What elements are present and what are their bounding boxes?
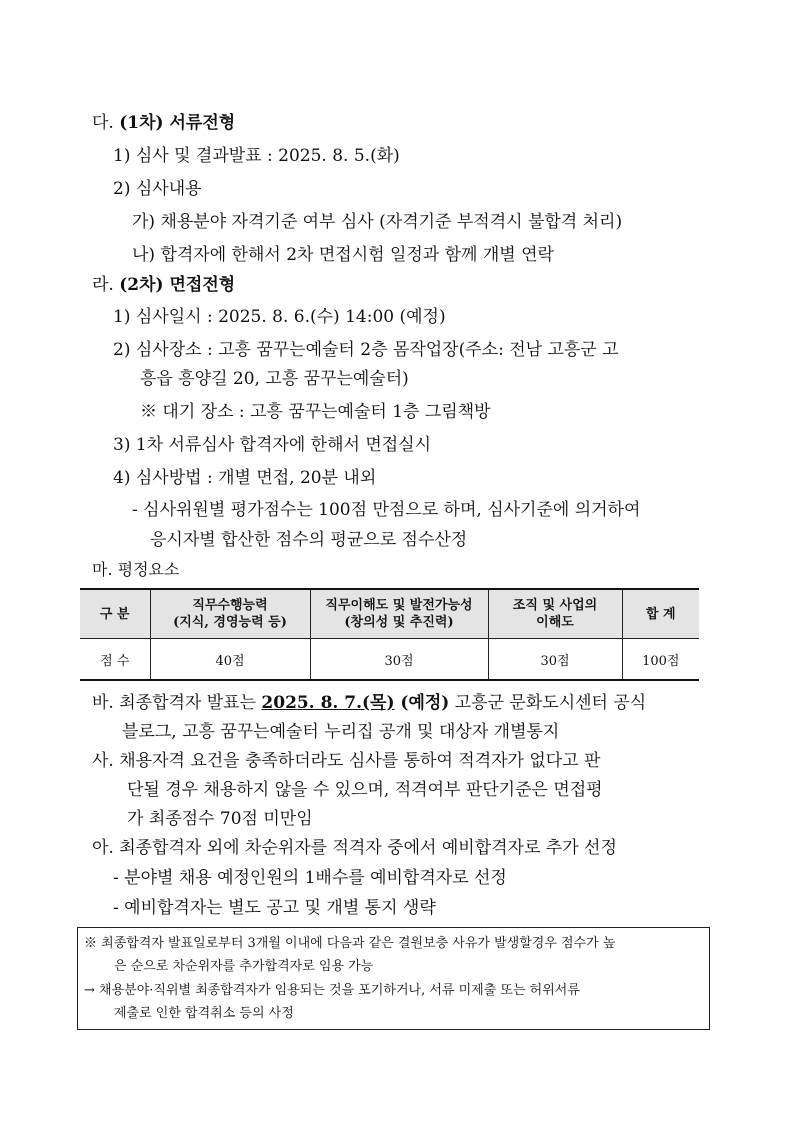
score-job-understanding: 30점 bbox=[310, 639, 488, 681]
notice-line-3: → 채용분야·직위별 최종합격자가 임용되는 것을 포기하거나, 서류 미제출 또는 허위서류 bbox=[84, 983, 580, 998]
section-da-heading bbox=[92, 111, 235, 135]
header-job-understanding-line-2: (창의성 및 추진력) bbox=[344, 615, 454, 630]
section-da-title: (1차) 서류전형 bbox=[119, 113, 236, 133]
section-a-dash-2: - 예비합격자는 별도 공고 및 개별 통지 생략 bbox=[113, 898, 436, 918]
ra-item-2-line-1: 2) 심사장소 : 고흥 꿈꾸는예술터 2층 몸작업장(주소: 전남 고흥군 고 bbox=[113, 340, 619, 360]
section-da-prefix: 다. bbox=[92, 113, 120, 133]
da-item-1: 1) 심사 및 결과발표 : 2025. 8. 5.(화) bbox=[113, 146, 400, 166]
da-item-2: 2) 심사내용 bbox=[113, 179, 202, 199]
section-ra-heading bbox=[92, 273, 235, 297]
header-org-understanding bbox=[488, 589, 622, 639]
section-ba-date: 2025. 8. 7.(목) bbox=[261, 693, 395, 713]
ra-item-4-dash-line-1: - 심사위원별 평가점수는 100점 만점으로 하며, 심사기준에 의거하여 bbox=[132, 500, 641, 520]
section-ba-post: 고흥군 문화도시센터 공식 bbox=[449, 693, 647, 713]
score-table bbox=[80, 588, 699, 681]
header-job-understanding bbox=[310, 589, 488, 639]
header-job-understanding-line-1: 직무이해도 및 발전가능성 bbox=[325, 598, 473, 613]
header-gubun: 구 분 bbox=[80, 589, 150, 639]
section-sa-line-3: 가 최종점수 70점 미만임 bbox=[127, 809, 313, 829]
ra-item-2-line-2: 흥읍 흥양길 20, 고흥 꿈꾸는예술터) bbox=[140, 369, 409, 389]
da-sub-ga: 가) 채용분야 자격기준 여부 심사 (자격기준 부적격시 불합격 처리) bbox=[132, 212, 623, 232]
section-ba-scheduled: (예정) bbox=[394, 693, 450, 713]
ra-item-3: 3) 1차 서류심사 합격자에 한해서 면접실시 bbox=[113, 435, 432, 455]
notice-line-2: 은 순으로 차순위자를 추가합격자로 임용 가능 bbox=[114, 959, 374, 974]
section-ra-prefix: 라. bbox=[92, 275, 120, 295]
section-sa-line-1: 사. 채용자격 요건을 충족하더라도 심사를 통하여 적격자가 없다고 판 bbox=[92, 751, 601, 771]
section-a-dash-1: - 분야별 채용 예정인원의 1배수를 예비합격자로 선정 bbox=[113, 868, 507, 888]
ra-item-4: 4) 심사방법 : 개별 면접, 20분 내외 bbox=[113, 468, 377, 488]
notice-line-4: 제출로 인한 합격취소 등의 사정 bbox=[114, 1006, 294, 1021]
header-job-performance-line-1: 직무수행능력 bbox=[192, 598, 268, 613]
section-ba-line-2: 블로그, 고흥 꿈꾸는예술터 누리집 공개 및 대상자 개별통지 bbox=[122, 722, 560, 742]
score-org-understanding: 30점 bbox=[488, 639, 622, 681]
section-ba-line-1 bbox=[92, 691, 646, 715]
header-total: 합 계 bbox=[622, 589, 699, 639]
score-table-row bbox=[80, 639, 699, 681]
ra-item-1: 1) 심사일시 : 2025. 8. 6.(수) 14:00 (예정) bbox=[113, 307, 446, 327]
score-total: 100점 bbox=[622, 639, 699, 681]
section-sa-line-2: 단될 경우 채용하지 않을 수 있으며, 적격여부 판단기준은 면접평 bbox=[127, 780, 603, 800]
score-job-performance: 40점 bbox=[150, 639, 310, 681]
header-org-understanding-line-1: 조직 및 사업의 bbox=[512, 598, 598, 613]
notice-line-1: ※ 최종합격자 발표일로부터 3개월 이내에 다음과 같은 결원보충 사유가 발생할경우 점수가 높 bbox=[84, 936, 616, 951]
section-ma-title: 마. 평정요소 bbox=[92, 560, 180, 579]
header-job-performance-line-2: (지식, 경영능력 등) bbox=[173, 615, 287, 630]
da-sub-na: 나) 합격자에 한해서 2차 면접시험 일정과 함께 개별 연락 bbox=[132, 245, 554, 265]
notice-box bbox=[77, 927, 710, 1030]
row-label-score: 점 수 bbox=[80, 639, 150, 681]
ra-item-2-note: ※ 대기 장소 : 고흥 꿈꾸는예술터 1층 그림책방 bbox=[140, 402, 491, 422]
header-job-performance bbox=[150, 589, 310, 639]
section-ba-pre: 바. 최종합격자 발표는 bbox=[92, 693, 262, 713]
section-ra-title: (2차) 면접전형 bbox=[119, 275, 236, 295]
score-table-header-row bbox=[80, 589, 699, 639]
section-a-line-1: 아. 최종합격자 외에 차순위자를 적격자 중에서 예비합격자로 추가 선정 bbox=[92, 838, 617, 858]
ra-item-4-dash-line-2: 응시자별 합산한 점수의 평균으로 점수산정 bbox=[150, 530, 468, 550]
header-org-understanding-line-2: 이해도 bbox=[536, 615, 574, 630]
